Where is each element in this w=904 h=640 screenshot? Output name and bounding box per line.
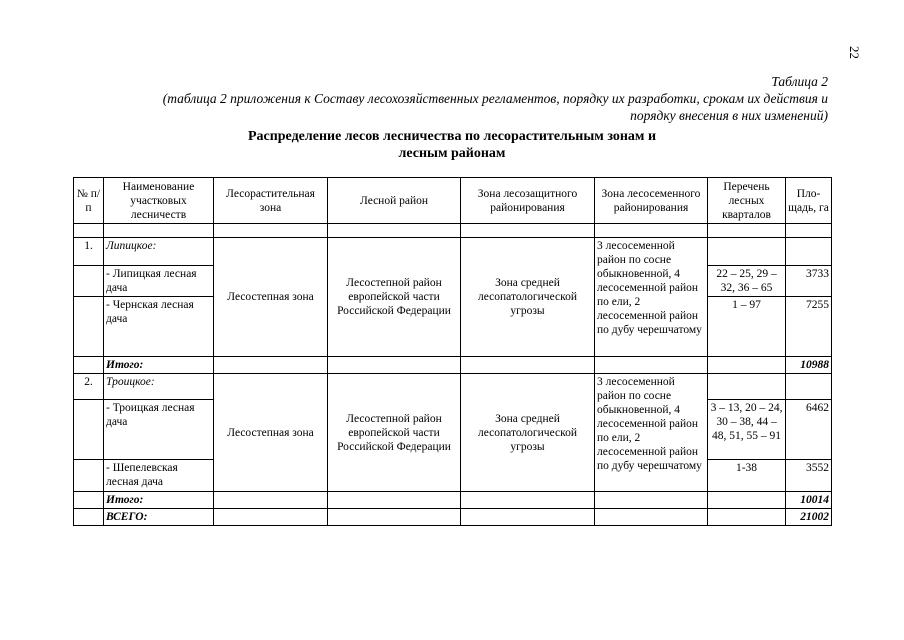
forest-distribution-table bbox=[73, 177, 832, 526]
table-caption bbox=[60, 73, 828, 124]
group-num: 2. bbox=[74, 374, 104, 400]
table-title bbox=[60, 128, 844, 162]
header-district: Лесной район bbox=[328, 178, 461, 224]
zone-cell: Лесостепная зона bbox=[214, 374, 328, 492]
district-cell: Лесостепной район европейской части Российской Федерации bbox=[328, 374, 461, 492]
header-protective-zone: Зона лесозащитного районирования bbox=[461, 178, 595, 224]
table-subtotal-row bbox=[74, 492, 832, 509]
header-zone: Лесорастительная зона bbox=[214, 178, 328, 224]
group-name: Липицкое: bbox=[104, 238, 214, 266]
header-quarters: Перечень лесных кварталов bbox=[708, 178, 786, 224]
forest-dacha-name: - Шепелевская лесная дача bbox=[104, 460, 214, 492]
grand-total-label: ВСЕГО: bbox=[104, 509, 214, 526]
area-cell: 7255 bbox=[786, 297, 832, 357]
table-title-line-2: лесным районам bbox=[398, 146, 506, 161]
seed-zone-cell: 3 лесосеменной район по сосне обыкновенной, 4 лесосеменной район по ели, 2 лесосеменной район по дубу черешчатому bbox=[595, 374, 708, 492]
quarters-cell: 3 – 13, 20 – 24, 30 – 38, 44 – 48, 51, 55 – 91 bbox=[708, 400, 786, 460]
table-subtotal-row bbox=[74, 357, 832, 374]
table-spacer-row bbox=[74, 224, 832, 238]
zone-cell: Лесостепная зона bbox=[214, 238, 328, 357]
header-name: Наименование участковых лесничеств bbox=[104, 178, 214, 224]
group-name: Троицкое: bbox=[104, 374, 214, 400]
protective-zone-cell: Зона средней лесопатологической угрозы bbox=[461, 374, 595, 492]
table-reference-line-1: (таблица 2 приложения к Составу лесохозяйственных регламентов, порядку их разработки, срокам их действия и bbox=[162, 91, 828, 106]
protective-zone-cell: Зона средней лесопатологической угрозы bbox=[461, 238, 595, 357]
header-seed-zone: Зона лесосеменного районирования bbox=[595, 178, 708, 224]
area-cell: 3733 bbox=[786, 266, 832, 297]
group-num: 1. bbox=[74, 238, 104, 266]
quarters-cell: 1 – 97 bbox=[708, 297, 786, 357]
subtotal-label: Итого: bbox=[104, 492, 214, 509]
forest-dacha-name: - Чернская лесная дача bbox=[104, 297, 214, 357]
page-number: 22 bbox=[847, 46, 862, 59]
table-header-row bbox=[74, 178, 832, 224]
grand-total-value: 21002 bbox=[786, 509, 832, 526]
subtotal-value: 10988 bbox=[786, 357, 832, 374]
table-row bbox=[74, 238, 832, 266]
table-row bbox=[74, 374, 832, 400]
forest-dacha-name: - Троицкая лесная дача bbox=[104, 400, 214, 460]
district-cell: Лесостепной район европейской части Российской Федерации bbox=[328, 238, 461, 357]
quarters-cell: 22 – 25, 29 – 32, 36 – 65 bbox=[708, 266, 786, 297]
table-grand-total-row bbox=[74, 509, 832, 526]
seed-zone-cell: 3 лесосеменной район по сосне обыкновенной, 4 лесосеменной район по ели, 2 лесосеменной район по дубу черешчатому bbox=[595, 238, 708, 357]
header-num: № п/п bbox=[74, 178, 104, 224]
subtotal-label: Итого: bbox=[104, 357, 214, 374]
area-cell: 6462 bbox=[786, 400, 832, 460]
table-reference-line-2: порядку внесения в них изменений) bbox=[630, 108, 828, 123]
table-title-line-1: Распределение лесов лесничества по лесорастительным зонам и bbox=[247, 129, 657, 144]
quarters-cell: 1-38 bbox=[708, 460, 786, 492]
area-cell: 3552 bbox=[786, 460, 832, 492]
forest-dacha-name: - Липицкая лесная дача bbox=[104, 266, 214, 297]
header-area: Пло- щадь, га bbox=[786, 178, 832, 224]
subtotal-value: 10014 bbox=[786, 492, 832, 509]
table-label: Таблица 2 bbox=[771, 74, 828, 89]
